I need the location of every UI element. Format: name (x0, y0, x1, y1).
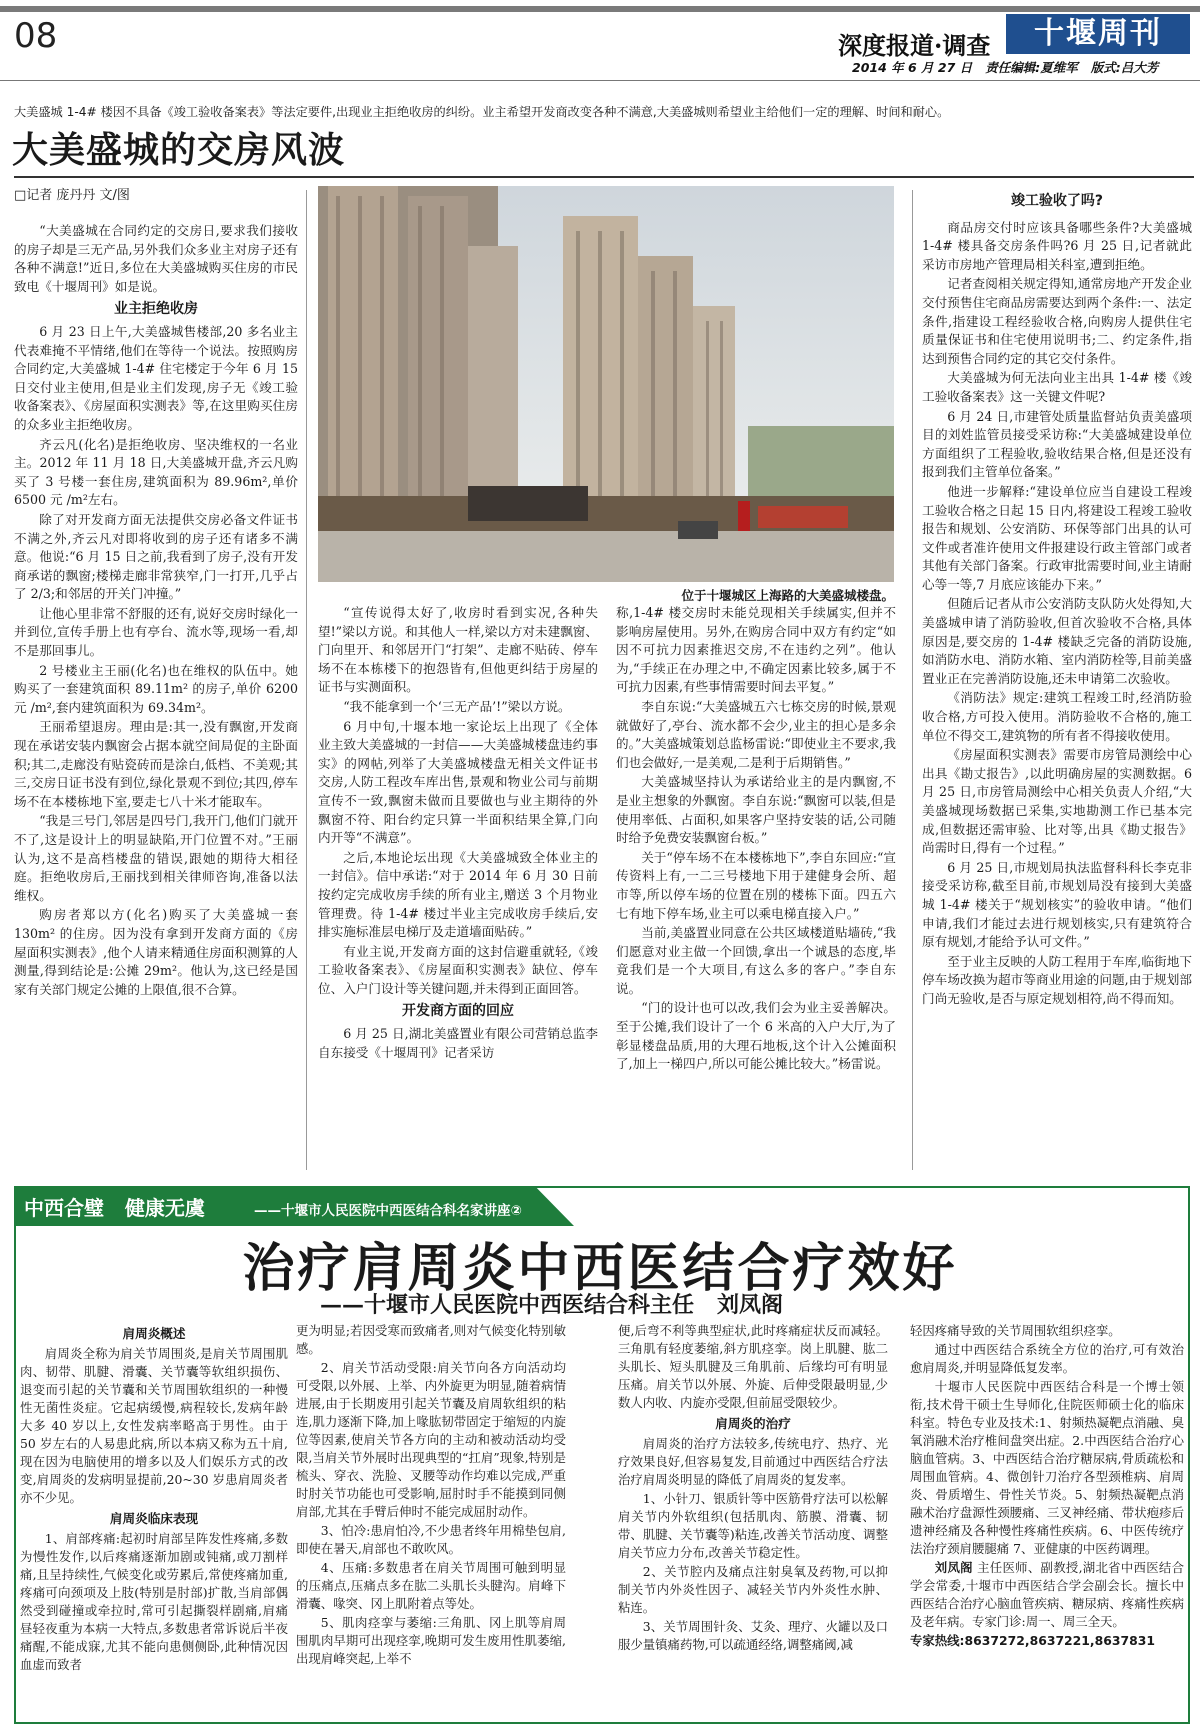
paragraph: 大美盛城坚持认为承诺给业主的是内飘窗,不是业主想象的外飘窗。李自东说:“飘窗可以装,但是使用率低、占面积,如果客户坚持安装的话,公司随时给予免费安装飘窗台板。” (616, 774, 896, 846)
lecture-column-1 (20, 1322, 288, 1718)
subheading-acceptance-check: 竣工验收了吗? (1010, 193, 1104, 209)
masthead-rule (0, 80, 1200, 81)
lecture-column-4 (910, 1322, 1184, 1718)
top-rule (0, 6, 1200, 12)
lecture-headline: 治疗肩周炎中西医结合疗效好 (242, 1238, 958, 1299)
paragraph: “我不能拿到一个‘三无产品’!”梁以方说。 (343, 698, 571, 714)
photo-caption: 位于十堰城区上海路的大美盛城楼盘。 (681, 588, 894, 603)
paragraph: 十堰市人民医院中西医结合科是一个博士领衔,技术骨干硕士生导师化,住院医师硕士化的临床科室。特色专业及技术:1、射频热凝靶点消融、臭氧消融术治疗椎间盘突出症。2.中西医结合治疗心脑血管病。3、中西医结合治疗糖尿病,骨质疏松和周围血管病。4、微创针刀治疗各型颈椎病、肩周炎、骨质增生、骨性关节炎。5、射频热凝靶点消融术治疗盘源性颈腰痛、三叉神经痛、带状疱疹后遗神经痛及各种慢性疼痛性疾病。6、中医传统疗法治疗颈肩腰腿痛 7、亚健康的中医药调理。 (910, 1379, 1184, 1556)
editor-credit: 责任编辑:夏维军 (985, 60, 1078, 75)
article1-column-1 (14, 222, 298, 1177)
subheading-developer-response: 开发商方面的回应 (402, 1003, 514, 1020)
paragraph: 肩周炎的治疗方法较多,传统电疗、热疗、光疗效果良好,但容易复发,目前通过中西医结合疗法治疗肩周炎明显的降低了肩周炎的复发率。 (618, 1436, 888, 1487)
paragraph: 3、关节周围针灸、艾灸、理疗、火罐以及口服少量镇痛药物,可以疏通经络,调整痛阈,减 (618, 1619, 888, 1652)
paragraph: 6 月 24 日,市建管处质量监督站负责美盛项目的刘姓监管员接受采访称:“大美盛城建设单位方面组织了工程验收,验收结果合格,但是还没有报到我们主管单位备案。” (922, 408, 1192, 480)
article1-column-2 (318, 604, 598, 1176)
paragraph: 但随后记者从市公安消防支队防火处得知,大美盛城申请了消防验收,但首次验收不合格,具体原因是,要交房的 1-4# 楼缺乏完备的消防设施,如消防水电、消防水箱、室内消防栓等,目前美盛置业正在完善消防设施,还未申请第二次验收。 (922, 596, 1192, 686)
paragraph: 让他心里非常不舒服的还有,说好交房时绿化一并到位,宣传手册上也有亭台、流水等,现场一看,却不是那回事儿。 (14, 605, 298, 659)
paragraph: 李自东说:“大美盛城五六七栋交房的时候,景观就做好了,亭台、流水都不会少,业主的担心是多余的。”大美盛城策划总监杨雷说:“即使业主不要求,我们也会做好,一是美观,二是利于后期销售。” (616, 698, 896, 770)
byline: □记者 庞丹丹 文/图 (14, 188, 130, 203)
paragraph: “门的设计也可以改,我们会为业主妥善解决。至于公摊,我们设计了一个 6 米高的入户大厅,为了彰显楼盘品质,用的大理石地板,这个计入公摊面积了,加上一梯四户,所以可能公摊比较大。”杨雷说。 (616, 1000, 896, 1072)
doctor-bio (910, 1559, 1184, 1631)
paragraph: 4、压痛:多数患者在肩关节周围可触到明显的压痛点,压痛点多在肱二头肌长头腱沟。肩峰下滑囊、喙突、冈上肌附着点等处。 (296, 1560, 566, 1611)
paragraph: 他进一步解释:“建设单位应当自建设工程竣工验收合格之日起 15 日内,将建设工程竣工验收报告和规划、公安消防、环保等部门出具的认可文件或者准许使用文件报建设行政主管部门或者其他有关部门备案。行政审批需要时间,业主请耐心等一等,7 月底应该能办下来。” (922, 483, 1192, 592)
paragraph: “我是三号门,邻居是四号门,我开门,他们门就开不了,这是设计上的明显缺陷,开门位置不对。”王丽认为,这不是高档楼盘的错误,跟她的期待大相径庭。拒绝收房后,王丽找到相关律师咨询,准备以法维权。 (14, 813, 298, 903)
paragraph: 《消防法》规定:建筑工程竣工时,经消防验收合格,方可投入使用。消防验收不合格的,施工单位不得交工,建筑物的所有者不得接收使用。 (922, 690, 1192, 743)
paragraph: 当前,美盛置业同意在公共区域楼道贴墙砖,“我们愿意对业主做一个回馈,拿出一个诚恳的态度,毕竟我们是一个大项目,有这么多的客户。”李自东说。 (616, 925, 896, 996)
article-headline: 大美盛城的交房风波 (12, 129, 346, 171)
article1-column-3 (616, 604, 896, 1176)
building-photo (318, 186, 894, 582)
paragraph: 轻因疼痛导致的关节周围软组织痉挛。 (910, 1323, 1121, 1338)
paragraph: 之后,本地论坛出现《大美盛城致全体业主的一封信》。信中承诺:“对于 2014 年 6 月 30 日前按约定完成收房手续的所有业主,赠送 3 个月物业管理费。待 1-4# 楼过半业主完成收房手续后,安排实施标准层电梯厅及走道墙面贴砖。” (318, 849, 598, 940)
paragraph: 6 月 23 日上午,大美盛城售楼部,20 多名业主代表难掩不平情绪,他们在等待一个说法。按照购房合同约定,大美盛城 1-4# 住宅楼定于今年 6 月 15 日交付业主使用,但是业主们发现,房子无《竣工验收备案表》、《房屋面积实测表》等,在这里购买住房的众多业主拒绝收房。 (14, 323, 298, 432)
paragraph: 2、关节腔内及痛点注射臭氧及药物,可以抑制关节内外炎性因子、减轻关节内外炎性水肿、粘连。 (618, 1564, 888, 1615)
paragraph: 更为明显;若因受寒而致痛者,则对气候变化特别敏感。 (296, 1323, 566, 1356)
article-lead: 大美盛城 1-4# 楼因不具备《竣工验收备案表》等法定要件,出现业主拒绝收房的纠纷。业主希望开发商改变各种不满意,大美盛城则希望业主给他们一定的理解、时间和耐心。 (14, 105, 950, 119)
subheading-overview: 肩周炎概述 (122, 1326, 186, 1341)
lecture-column-2 (296, 1322, 566, 1718)
paragraph: 购房者郑以方(化名)购买了大美盛城一套 130m² 的住房。因为没有拿到开发商方面的《房屋面积实测表》,他个人请来精通住房面积测算的人测量,得到结论是:公摊 29m²。他认为,这已经是国家有关部门规定公摊的上限值,很不合算。 (14, 907, 298, 997)
paragraph: 5、肌肉痉挛与萎缩:三角肌、冈上肌等肩周围肌肉早期可出现痉挛,晚期可发生废用性肌萎缩,出现肩峰突起,上举不 (296, 1615, 566, 1666)
paragraph: 6 月中旬,十堰本地一家论坛上出现了《全体业主致大美盛城的一封信——大美盛城楼盘违约事实》的网帖,列举了大美盛城楼盘无相关文件证书交房,人防工程改车库出售,景观和物业公司与前期宣传不一致,飘窗未做而且要做也与业主期待的外飘窗不符、阳台约定只算一半面积结果全算,门向内开等“不满意”。 (318, 718, 598, 846)
column-rule-1 (306, 190, 307, 1170)
paragraph: “宣传说得太好了,收房时看到实况,各种失望!”梁以方说。和其他人一样,梁以方对未建飘窗、门向里开、和邻居开门“打架”、走廊不贴砖、停车场不在本栋楼下的抱怨皆有,但他更纠结于房屋的证书与实测面积。 (318, 605, 598, 695)
paragraph: 肩周炎全称为肩关节周围炎,是肩关节周围肌肉、韧带、肌腱、滑囊、关节囊等软组织损伤、退变而引起的关节囊和关节周围软组织的一种慢性无菌性炎症。它起病缓慢,病程较长,发病年龄大多 40 岁以上,女性发病率略高于男性。由于 50 岁左右的人易患此病,所以本病又称为五十肩,现在因为电脑使用的增多以及人们娱乐方式的改变,肩周炎的发病明显提前,20~30 岁患肩周炎者亦不少见。 (20, 1346, 288, 1505)
doctor-bio-text: 主任医师、副教授,湖北省中西医结合学会常委,十堰市中西医结合学会副会长。擅长中西医结合治疗心脑血管疾病、糖尿病、疼痛性疾病及老年病。专家门诊:周一、周三全天。 (910, 1560, 1184, 1629)
issue-line (852, 58, 1158, 76)
photo-illustration (318, 186, 894, 582)
lecture-subtitle: ——十堰市人民医院中西医结合科主任 刘凤阁 (320, 1292, 783, 1318)
lecture-banner-title: 中西合璧 健康无虞 (24, 1196, 205, 1220)
paragraph: 6 月 25 日,湖北美盛置业有限公司营销总监李自东接受《十堰周刊》记者采访 (318, 1026, 598, 1060)
layout-credit: 版式:吕大芳 (1090, 60, 1159, 75)
paragraph: 商品房交付时应该具备哪些条件?大美盛城 1-4# 楼具备交房条件吗?6 月 25 日,记者就此采访市房地产管理局相关科室,遭到拒绝。 (922, 219, 1192, 272)
paragraph: 除了对开发商方面无法提供交房必备文件证书不满之外,齐云凡对即将收到的房子还有诸多不满意。他说:“6 月 15 日之前,我看到了房子,没有开发商承诺的飘窗;楼梯走廊非常狭窄,门一打开,几乎占了 2/3;和邻居的开关门冲撞。” (14, 511, 298, 602)
paragraph: 王丽希望退房。理由是:其一,没有飘窗,开发商现在承诺安装内飘窗会占据本就空间局促的主卧面积;其二,走廊没有贴瓷砖而是涂白,低档、不美观;其三,交房日证书没有到位,绿化景观不到位;其四,停车场不在本楼栋地下室,要走七八十米才能取车。 (14, 719, 298, 809)
paragraph: 1、肩部疼痛:起初时肩部呈阵发性疼痛,多数为慢性发作,以后疼痛逐渐加剧或钝痛,或刀割样痛,且呈持续性,气候变化或劳累后,常使疼痛加重,疼痛可向颈项及上肢(特别是肘部)扩散,当肩部偶然受到碰撞或牵拉时,常可引起撕裂样剧痛,肩痛昼轻夜重为本病一大特点,多数患者常诉说后半夜痛醒,不能成寐,尤其不能向患侧侧卧,此种情况因血虚而致者 (20, 1531, 288, 1672)
page-number: 08 (14, 16, 58, 56)
paragraph: 记者查阅相关规定得知,通常房地产开发企业交付预售住宅商品房需要达到两个条件:一、法定条件,指建设工程经验收合格,向购房人提供住宅质量保证书和住宅使用说明书;二、约定条件,指达到预售合同约定的其它交付条件。 (922, 276, 1192, 366)
headline-rule (14, 176, 1194, 178)
paragraph: 便,后弯不利等典型症状,此时疼痛症状反而减轻。三角肌有轻度萎缩,斜方肌痉挛。岗上肌腱、肱二头肌长、短头肌腱及三角肌前、后缘均可有明显压痛。肩关节以外展、外旋、后伸受限最明显,少数人内收、内旋亦受限,但前屈受限较少。 (618, 1323, 888, 1410)
paragraph: 2 号楼业主王丽(化名)也在维权的队伍中。她购买了一套建筑面积 89.11m² 的房子,单价 6200 元 /m²,套内建筑面积为 69.34m²。 (14, 662, 298, 715)
lecture-column-3 (618, 1322, 888, 1718)
paragraph: 2、肩关节活动受限:肩关节向各方向活动均可受限,以外展、上举、内外旋更为明显,随着病情进展,由于长期废用引起关节囊及肩周软组织的粘连,肌力逐渐下降,加上喙肱韧带固定于缩短的内旋位等因素,使肩关节各方向的主动和被动活动均受限,当肩关节外展时出现典型的“扛肩”现象,特别是梳头、穿衣、洗脸、叉腰等动作均难以完成,严重时肘关节功能也可受影响,屈肘时手不能摸到同侧肩部,尤其在手臂后伸时不能完成屈肘动作。 (296, 1360, 566, 1519)
doctor-name: 刘凤阁 (934, 1560, 973, 1575)
paragraph: 《房屋面积实测表》需要市房管局测绘中心出具《勘丈报告》,以此明确房屋的实测数据。6 月 25 日,市房管局测绘中心相关负责人介绍,“大美盛城现场数据已采集,实地勘测工作已基本完成,但数据还需审验、比对等,出具《勘丈报告》尚需时日,得有一个过程。” (922, 747, 1192, 856)
expert-hotline: 专家热线:8637272,8637221,8637831 (910, 1633, 1155, 1648)
paragraph: 1、小针刀、银质针等中医筋骨疗法可以松解肩关节内外软组织(包括肌肉、筋膜、滑囊、韧带、肌腱、关节囊等)粘连,改善关节活动度、调整肩关节应力分布,改善关节稳定性。 (618, 1491, 888, 1560)
subheading-treatment: 肩周炎的治疗 (715, 1416, 791, 1431)
subheading-owners-refuse: 业主拒绝收房 (114, 301, 198, 318)
lecture-series-label: ——十堰市人民医院中西医结合科名家讲座② (254, 1203, 522, 1219)
paragraph: 有业主说,开发商方面的这封信避重就轻,《竣工验收备案表》、《房屋面积实测表》缺位、停车位、入户门设计等关键问题,并未得到正面回答。 (318, 943, 598, 996)
section-label: 深度报道·调查 (838, 31, 991, 60)
paragraph: 大美盛城为何无法向业主出具 1-4# 楼《竣工验收备案表》这一关键文件呢? (922, 370, 1192, 404)
paragraph: “大美盛城在合同约定的交房日,要求我们接收的房子却是三无产品,另外我们众多业主对房子还有各种不满意!”近日,多位在大美盛城购买住房的市民致电《十堰周刊》如是说。 (14, 223, 298, 294)
paragraph: 关于“停车场不在本楼栋地下”,李自东回应:“宣传资料上有,一二三号楼地下用于建健身会所、超市等,所以停车场的位置在別的楼栋下面。四五六七有地下停车场,业主可以乘电梯直接入户。” (616, 849, 896, 921)
paragraph: 3、怕冷:患肩怕冷,不少患者终年用棉垫包肩,即使在暑天,肩部也不敢吹风。 (296, 1523, 566, 1556)
issue-date: 2014 年 6 月 27 日 (852, 60, 973, 75)
paper-name: 十堰周刊 (1006, 14, 1190, 54)
article1-column-4 (922, 192, 1192, 1176)
paragraph: 6 月 25 日,市规划局执法监督科科长李克非接受采访称,截至目前,市规划局没有接到大美盛城 1-4# 楼关于“规划核实”的验收申请。“他们申请,我们才能过去进行规划核实,只有建筑符合原有规划,才能给予认可文件。” (922, 859, 1192, 950)
subheading-symptoms: 肩周炎临床表现 (109, 1511, 199, 1526)
paragraph: 齐云凡(化名)是拒绝收房、坚决维权的一名业主。2012 年 11 月 18 日,大美盛城开盘,齐云凡购买了 3 号楼一套住房,建筑面积为 89.96m²,单价 6500 元 /m²左右。 (14, 436, 298, 508)
paragraph: 至于业主反映的人防工程用于车库,临街地下停车场改换为超市等商业用途的问题,由于规划部门尚无验收,是否与原定规划相符,尚不得而知。 (922, 953, 1192, 1006)
paragraph: 通过中西医结合系统全方位的治疗,可有效治愈肩周炎,并明显降低复发率。 (910, 1342, 1184, 1375)
column-rule-3 (912, 190, 913, 1170)
paragraph: 称,1-4# 楼交房时未能兑现相关手续属实,但并不影响房屋使用。另外,在购房合同中双方有约定“如因不可抗力因素推迟交房,不在违约之列”。他认为,“手续正在办理之中,不确定因素比较多,属于不可抗力因素,有些事情需要时间去平复。” (616, 605, 896, 695)
